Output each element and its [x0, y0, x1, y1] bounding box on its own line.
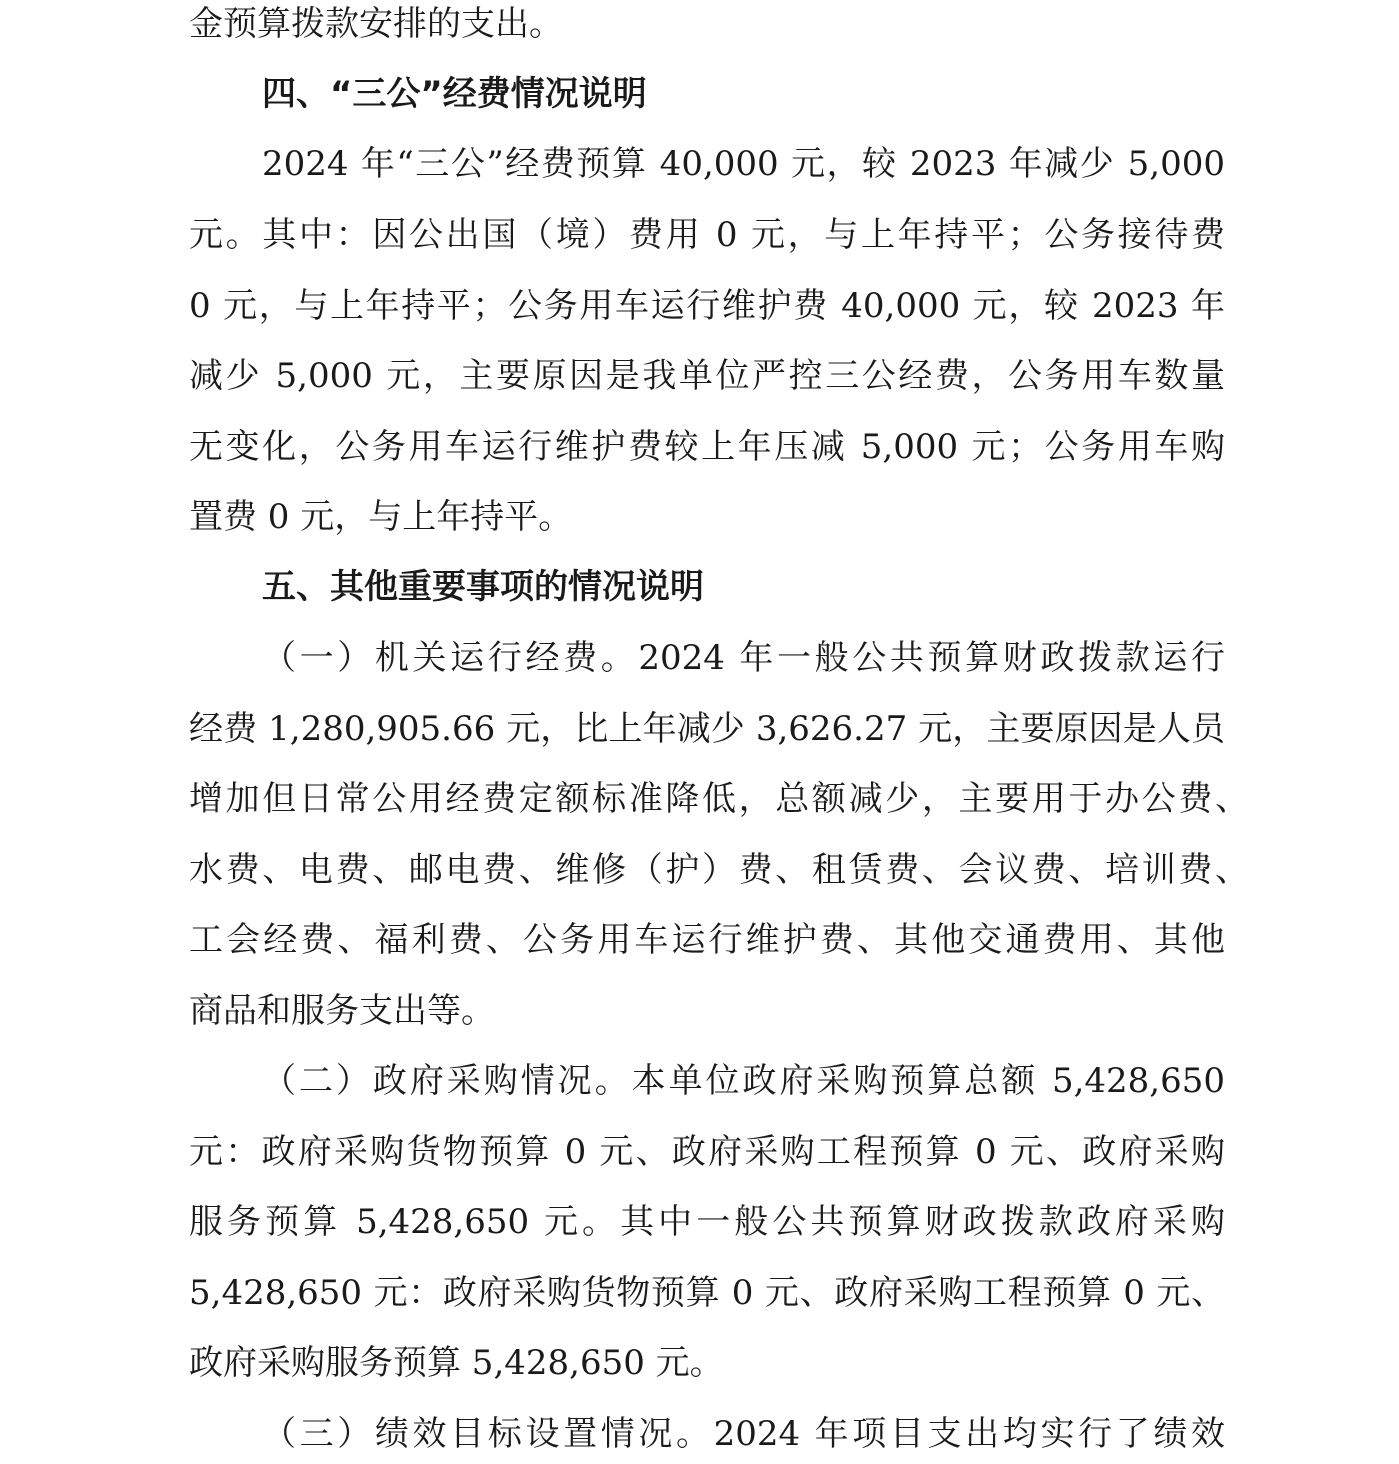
paragraph-line: 工会经费、福利费、公务用车运行维护费、其他交通费用、其他 [189, 920, 1225, 960]
paragraph-line: 减少 5,000 元，主要原因是我单位严控三公经费，公务用车数量 [189, 356, 1225, 396]
section-heading-four: 四、“三公”经费情况说明 [262, 74, 647, 114]
paragraph-line: 无变化，公务用车运行维护费较上年压减 5,000 元；公务用车购 [189, 427, 1225, 467]
paragraph-line: 置费 0 元，与上年持平。 [189, 497, 573, 537]
paragraph-line: 元：政府采购货物预算 0 元、政府采购工程预算 0 元、政府采购 [189, 1132, 1225, 1172]
paragraph-line: （二）政府采购情况。本单位政府采购预算总额 5,428,650 [262, 1061, 1225, 1101]
paragraph-line: 水费、电费、邮电费、维修（护）费、租赁费、会议费、培训费、 [189, 850, 1249, 890]
paragraph-line: 服务预算 5,428,650 元。其中一般公共预算财政拨款政府采购 [189, 1202, 1225, 1242]
paragraph-line: 5,428,650 元：政府采购货物预算 0 元、政府采购工程预算 0 元、 [189, 1273, 1225, 1313]
paragraph-line: 增加但日常公用经费定额标准降低，总额减少，主要用于办公费、 [189, 779, 1249, 819]
paragraph-line: 2024 年“三公”经费预算 40,000 元，较 2023 年减少 5,000 [262, 144, 1225, 184]
paragraph-line: 0 元，与上年持平；公务用车运行维护费 40,000 元，较 2023 年 [189, 286, 1225, 326]
paragraph-line: 元。其中：因公出国（境）费用 0 元，与上年持平；公务接待费 [189, 215, 1225, 255]
paragraph-line: 金预算拨款安排的支出。 [189, 4, 563, 44]
paragraph-line: （三）绩效目标设置情况。2024 年项目支出均实行了绩效 [262, 1414, 1225, 1454]
paragraph-line: 政府采购服务预算 5,428,650 元。 [189, 1343, 724, 1383]
section-heading-five: 五、其他重要事项的情况说明 [262, 567, 704, 607]
paragraph-line: （一）机关运行经费。2024 年一般公共预算财政拨款运行 [262, 638, 1225, 678]
paragraph-line: 经费 1,280,905.66 元，比上年减少 3,626.27 元，主要原因是人员 [189, 709, 1225, 749]
paragraph-line: 商品和服务支出等。 [189, 991, 495, 1031]
